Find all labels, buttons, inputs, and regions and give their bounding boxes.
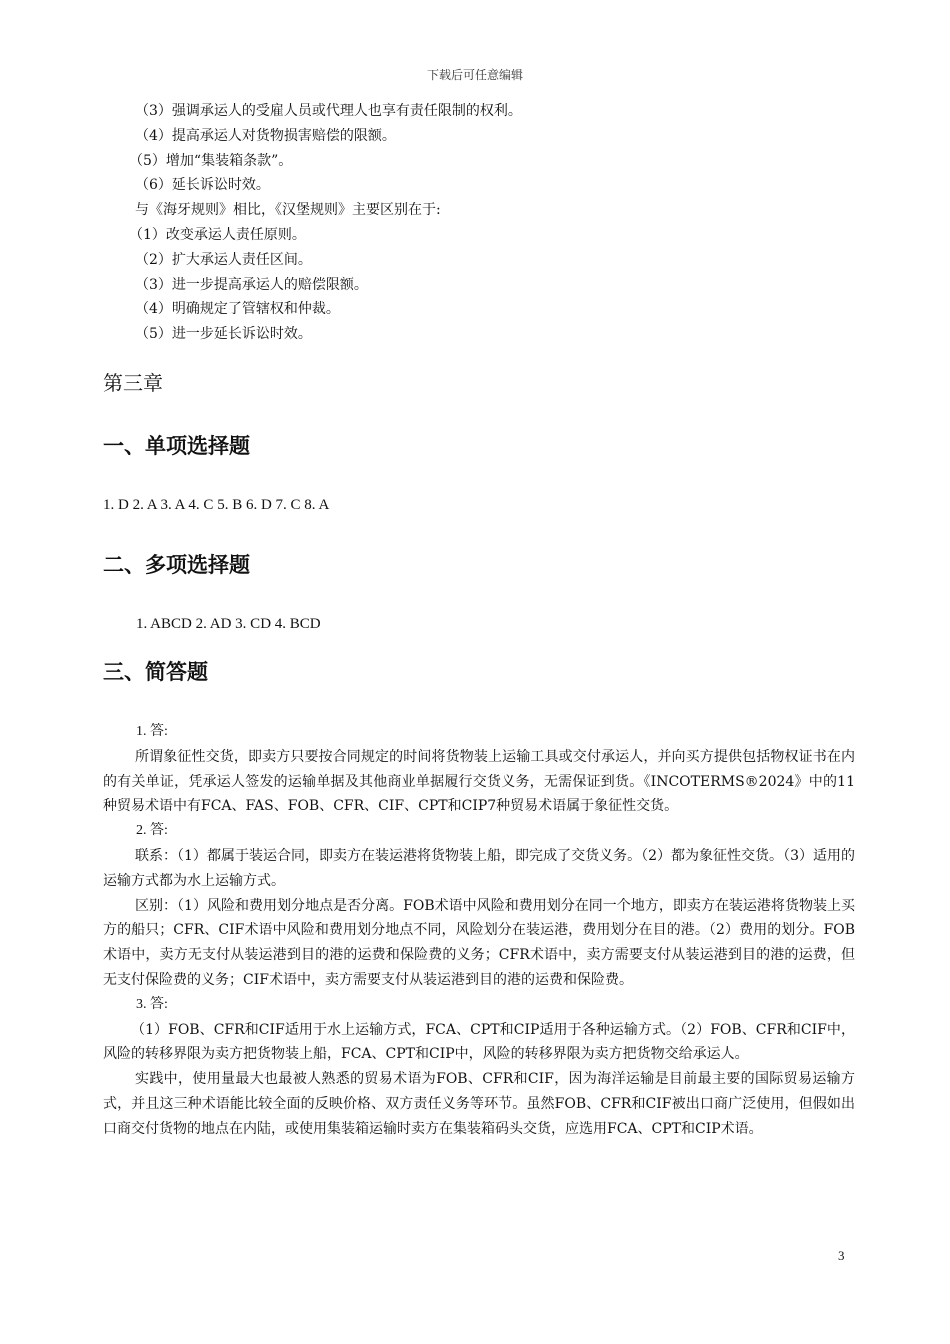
- chapter-title: 第三章: [103, 371, 163, 395]
- section-heading-multiple-choice: 二、多项选择题: [103, 553, 250, 577]
- top-list: [103, 99, 855, 347]
- list-item: （3）强调承运人的受雇人员或代理人也享有责任限制的权利。: [135, 103, 522, 119]
- page-number: 3: [838, 1248, 845, 1263]
- question-label: 2. 答:: [136, 823, 168, 839]
- answer-paragraph: （1）FOB、CFR和CIF适用于水上运输方式，FCA、CPT和CIP适用于各种运输方式。（2）FOB、CFR和CIF中，风险的转移界限为卖方把货物装上船，FCA、CPT和CIP中，风险的转移界限为卖方把货物交给承运人。: [103, 1021, 855, 1063]
- question-label: 3. 答:: [136, 996, 168, 1012]
- page-header: 下载后可任意编辑: [426, 68, 523, 82]
- list-item: （3）进一步提高承运人的赔偿限额。: [135, 276, 368, 293]
- question-label: 1. 答:: [136, 724, 168, 739]
- section-heading-single-choice: 一、单项选择题: [103, 434, 250, 458]
- list-item: （1）改变承运人责任原则。: [129, 226, 306, 243]
- multiple-choice-answers: 1. ABCD 2. AD 3. CD 4. BCD: [136, 616, 321, 632]
- list-item: 与《海牙规则》相比，《汉堡规则》主要区别在于:: [135, 202, 441, 219]
- answer-paragraph: 区别：（1）风险和费用划分地点是否分离。FOB术语中风险和费用划分在同一个地方，即卖方在装运港将货物装上买方的船只；CFR、CIF术语中风险和费用划分地点不同，风险划分在装运港，费用划分在目的港。（2）费用的划分。FOB术语中，卖方无支付从装运港到目的港的运费和保险费的义务；CFR术语中，卖方需要支付从装运港到目的港的运费，但无支付保险费的义务；CIF术语中，卖方需要支付从装运港到目的港的运费和保险费。: [103, 897, 855, 988]
- list-item: （4）明确规定了管辖权和仲裁。: [135, 301, 340, 318]
- answer-paragraph: 实践中，使用量最大也最被人熟悉的贸易术语为FOB、CFR和CIF，因为海洋运输是目前最主要的国际贸易运输方式，并且这三种术语能比较全面的反映价格、双方责任义务等环节。虽然FOB、CFR和CIF被出口商广泛使用，但假如出口商交付货物的地点在内陆，或使用集装箱运输时卖方在集装箱码头交货，应选用FCA、CPT和CIP术语。: [103, 1071, 855, 1137]
- answer-paragraph: 所谓象征性交货，即卖方只要按合同规定的时间将货物装上运输工具或交付承运人，并向买方提供包括物权证书在内的有关单证，凭承运人签发的运输单据及其他商业单据履行交货义务，无需保证到货。《INCOTERMS®2024》中的11种贸易术语中有FCA、FAS、FOB、CFR、CIF、CPT和CIP7种贸易术语属于象征性交货。: [103, 748, 855, 815]
- single-choice-answers: 1. D 2. A 3. A 4. C 5. B 6. D 7. C 8. A: [103, 497, 330, 513]
- list-item: （6）延长诉讼时效。: [135, 177, 270, 194]
- short-answer-body: [103, 720, 855, 1142]
- list-item: （5）增加“集装箱条款”。: [129, 152, 293, 169]
- section-heading-short-answer: 三、简答题: [103, 660, 208, 684]
- list-item: （5）进一步延长诉讼时效。: [135, 326, 312, 343]
- list-item: （2）扩大承运人责任区间。: [135, 251, 312, 268]
- answer-paragraph: 联系：（1）都属于装运合同，即卖方在装运港将货物装上船，即完成了交货义务。（2）都为象征性交货。（3）适用的运输方式都为水上运输方式。: [103, 847, 855, 889]
- list-item: （4）提高承运人对货物损害赔偿的限额。: [135, 127, 396, 144]
